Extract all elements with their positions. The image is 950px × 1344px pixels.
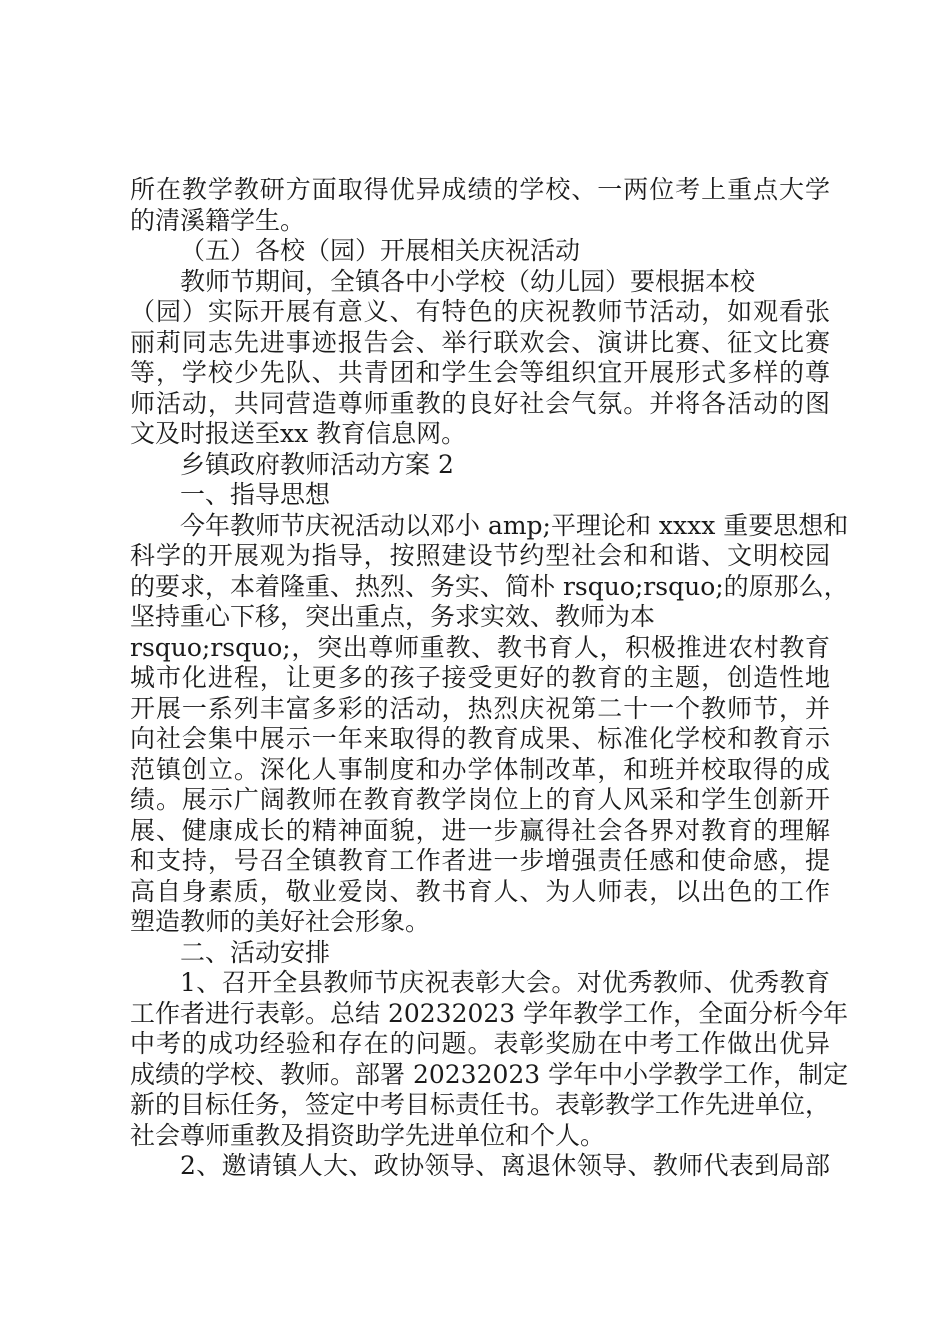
- text-line: 开展一系列丰富多彩的活动，热烈庆祝第二十一个教师节，并: [130, 693, 830, 723]
- section-heading-guiding-ideology: [130, 480, 830, 511]
- text-line: 向社会集中展示一年来取得的教育成果、标准化学校和教育示: [130, 724, 830, 753]
- heading-line: （五）各校（园）开展相关庆祝活动: [180, 236, 581, 265]
- text-line: 的要求，本着隆重、热烈、务实、简朴 rsquo;rsquo;的原那么，: [130, 571, 849, 601]
- text-line: 高自身素质，敬业爱岗、教书育人、为人师表，以出色的工作: [130, 876, 830, 906]
- text-line: rsquo;rsquo;，突出尊师重教、教书育人，积极推进农村教育: [130, 632, 830, 662]
- text-line: （园）实际开展有意义、有特色的庆祝教师节活动，如观看张: [130, 297, 830, 326]
- paragraph-item-2: [130, 1151, 830, 1182]
- text-line: 新的目标任务，签定中考目标责任书。表彰教学工作先进单位，: [130, 1090, 831, 1119]
- title-line: 乡镇政府教师活动方案 2: [180, 449, 454, 479]
- text-line: 坚持重心下移，突出重点，务求实效、教师为本: [130, 602, 656, 631]
- paragraph-item-1: [130, 968, 849, 1151]
- text-line: 等，学校少先队、共青团和学生会等组织宜开展形式多样的尊: [130, 358, 830, 387]
- text-line: 范镇创立。深化人事制度和办学体制改革，和班并校取得的成: [130, 754, 830, 784]
- text-line: 文及时报送至xx 教育信息网。: [130, 419, 467, 448]
- text-line: 1、召开全县教师节庆祝表彰大会。对优秀教师、优秀教育: [180, 968, 830, 997]
- document-body: [130, 175, 849, 1182]
- text-line: 成绩的学校、教师。部署 20232023 学年中小学教学工作，制定: [130, 1059, 849, 1089]
- paragraph-celebration-activities: [130, 267, 830, 450]
- text-line: 展、健康成长的精神面貌，进一步赢得社会各界对教育的理解: [130, 815, 830, 845]
- text-line: 2、邀请镇人大、政协领导、离退休领导、教师代表到局部: [180, 1151, 830, 1180]
- paragraph-guiding-ideology: [130, 510, 849, 938]
- text-line: 塑造教师的美好社会形象。: [130, 907, 431, 936]
- text-line: 科学的开展观为指导，按照建设节约型社会和和谐、文明校园: [130, 541, 830, 570]
- text-line: 所在教学教研方面取得优异成绩的学校、一两位考上重点大学: [130, 175, 830, 204]
- text-line: 中考的成功经验和存在的问题。表彰奖励在中考工作做出优异: [130, 1029, 830, 1058]
- text-line: 的清溪籍学生。: [130, 205, 306, 235]
- document-title-2: [130, 450, 830, 481]
- paragraph-continuation: [130, 175, 830, 236]
- section-heading-activity-arrangement: [130, 938, 830, 969]
- text-line: 今年教师节庆祝活动以邓小 amp;平理论和 xxxx 重要思想和: [180, 510, 849, 540]
- text-line: 社会尊师重教及捐资助学先进单位和个人。: [130, 1120, 606, 1150]
- text-line: 和支持，号召全镇教育工作者进一步增强责任感和使命感，提: [130, 846, 830, 875]
- heading-line: 一、指导思想: [180, 480, 331, 509]
- section-heading-5: [130, 236, 830, 267]
- text-line: 城市化进程，让更多的孩子接受更好的教育的主题，创造性地: [130, 663, 830, 692]
- text-line: 师活动，共同营造尊师重教的良好社会气氛。并将各活动的图: [130, 388, 830, 418]
- text-line: 丽莉同志先进事迹报告会、举行联欢会、演讲比赛、征文比赛: [130, 327, 830, 357]
- text-line: 工作者进行表彰。总结 20232023 学年教学工作，全面分析今年: [130, 998, 849, 1028]
- heading-line: 二、活动安排: [180, 937, 331, 967]
- text-line: 绩。展示广阔教师在教育教学岗位上的育人风采和学生创新开: [130, 785, 830, 814]
- text-line: 教师节期间，全镇各中小学校（幼儿园）要根据本校: [180, 266, 756, 296]
